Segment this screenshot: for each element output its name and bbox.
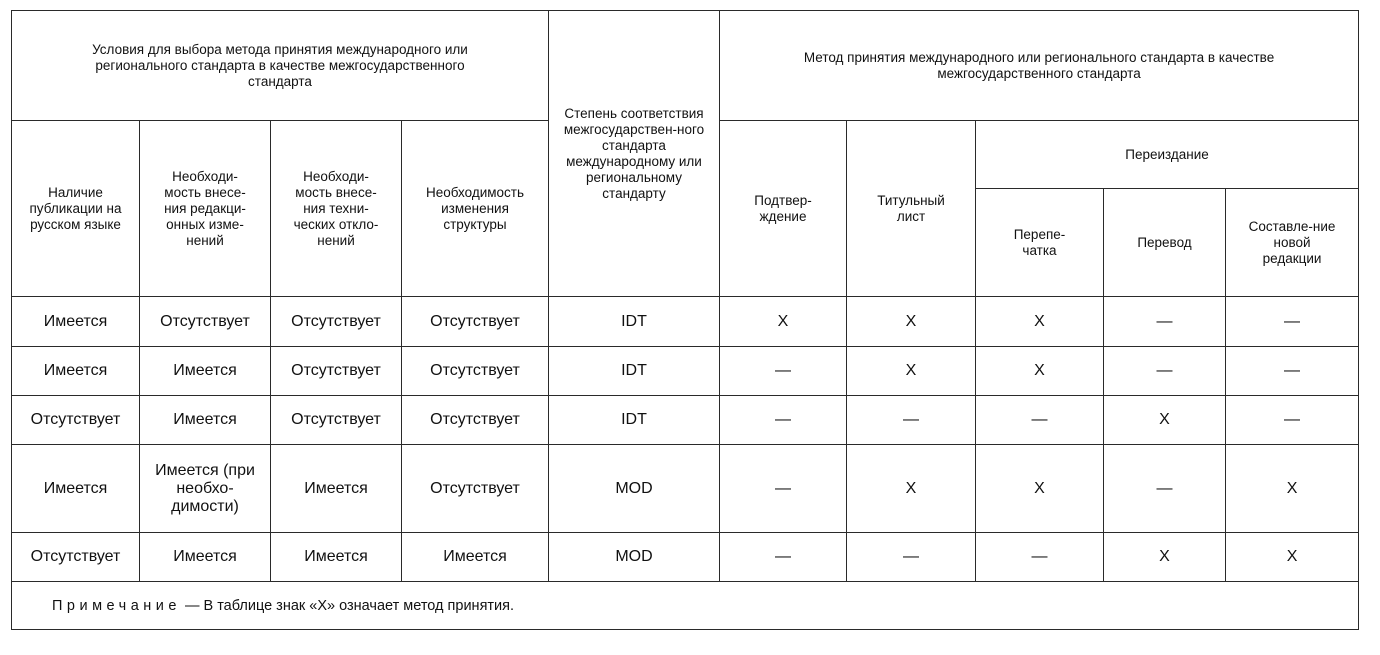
header-condition-technical: Необходи-мость внесе-ния техни-ческих откло-нений <box>271 121 402 297</box>
table-cell: — <box>720 396 847 445</box>
header-reprint: Перепе-чатка <box>976 189 1104 297</box>
header-new-edition: Составле-ние новой редакции <box>1226 189 1359 297</box>
table-cell: Отсутствует <box>402 396 549 445</box>
table-cell: Отсутствует <box>402 347 549 396</box>
table-cell: Отсутствует <box>402 445 549 533</box>
table-cell: — <box>1104 297 1226 347</box>
table-cell: Имеется <box>12 297 140 347</box>
header-conditions-group: Условия для выбора метода принятия международного или регионального стандарта в качестве межгосударственного стандарта <box>12 11 549 121</box>
table-cell: Имеется <box>402 533 549 582</box>
table-cell: Отсутствует <box>402 297 549 347</box>
header-condition-russian: Наличие публикации на русском языке <box>12 121 140 297</box>
note-text: — В таблице знак «X» означает метод принятия. <box>180 597 515 614</box>
table-cell: Имеется <box>12 347 140 396</box>
header-translation: Перевод <box>1104 189 1226 297</box>
table-cell: — <box>720 347 847 396</box>
table-cell: Отсутствует <box>271 347 402 396</box>
table-cell: — <box>1226 396 1359 445</box>
table-cell: X <box>1104 533 1226 582</box>
table-cell: Имеется <box>271 533 402 582</box>
table-cell: Отсутствует <box>12 533 140 582</box>
table-row <box>12 297 1359 347</box>
table-cell: — <box>1104 347 1226 396</box>
table-cell: X <box>1104 396 1226 445</box>
table-row <box>12 396 1359 445</box>
table-cell: X <box>976 347 1104 396</box>
table-cell: Имеется <box>140 396 271 445</box>
table-cell: — <box>847 396 976 445</box>
table-cell: — <box>1226 347 1359 396</box>
table-cell: — <box>720 533 847 582</box>
table-cell: Отсутствует <box>271 396 402 445</box>
table-cell: — <box>1226 297 1359 347</box>
table-cell: X <box>1226 533 1359 582</box>
standards-adoption-table <box>11 10 1359 630</box>
table-row <box>12 533 1359 582</box>
table-cell: Отсутствует <box>271 297 402 347</box>
table-cell: X <box>720 297 847 347</box>
table-cell: Имеется <box>140 533 271 582</box>
header-method-group: Метод принятия международного или регионального стандарта в качестве межгосударственного стандарта <box>720 11 1359 121</box>
table-cell: — <box>976 396 1104 445</box>
table-cell: IDT <box>549 297 720 347</box>
table-cell: IDT <box>549 347 720 396</box>
table-cell: — <box>847 533 976 582</box>
table-cell: X <box>847 347 976 396</box>
table-cell: IDT <box>549 396 720 445</box>
table-cell: MOD <box>549 533 720 582</box>
table-row <box>12 445 1359 533</box>
table-cell: Отсутствует <box>140 297 271 347</box>
table-cell: — <box>720 445 847 533</box>
table-row <box>12 347 1359 396</box>
header-reissue: Переиздание <box>976 121 1359 189</box>
table-cell: X <box>847 297 976 347</box>
table-note <box>12 582 1359 630</box>
document-page <box>11 10 1359 630</box>
table-cell: Имеется <box>271 445 402 533</box>
table-cell: Имеется (при необхо-димости) <box>140 445 271 533</box>
header-condition-structure: Необходимость изменения структуры <box>402 121 549 297</box>
table-cell: Имеется <box>140 347 271 396</box>
note-label: Примечание <box>52 597 181 614</box>
table-cell: X <box>976 297 1104 347</box>
header-condition-editorial: Необходи-мость внесе-ния редакци-онных изме-нений <box>140 121 271 297</box>
table-cell: Отсутствует <box>12 396 140 445</box>
table-cell: Имеется <box>12 445 140 533</box>
header-title-page: Титульный лист <box>847 121 976 297</box>
table-cell: X <box>976 445 1104 533</box>
table-cell: X <box>847 445 976 533</box>
table-cell: MOD <box>549 445 720 533</box>
header-degree: Степень соответствия межгосударствен-ного стандарта международному или региональному стандарту <box>549 11 720 297</box>
table-cell: — <box>1104 445 1226 533</box>
table-cell: X <box>1226 445 1359 533</box>
header-confirmation: Подтвер-ждение <box>720 121 847 297</box>
table-cell: — <box>976 533 1104 582</box>
